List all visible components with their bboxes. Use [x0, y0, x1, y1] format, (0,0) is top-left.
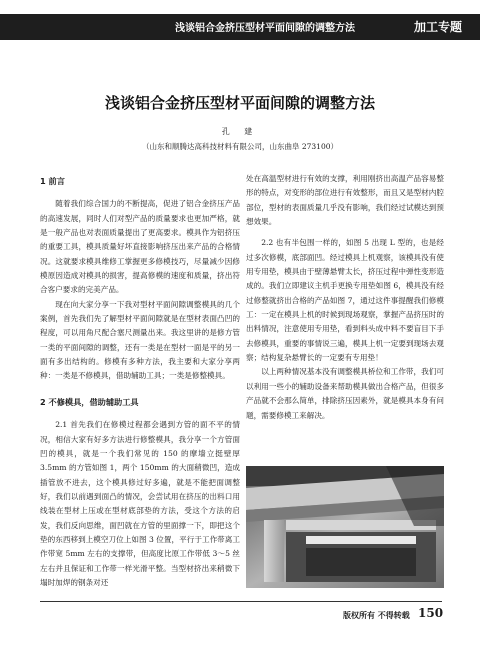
- author: 孔 建: [221, 127, 259, 136]
- affiliation: （山东和顺腾达高科技材料有限公司，山东曲阜 273100）: [141, 142, 338, 151]
- running-header: [0, 14, 480, 40]
- heading-introduction: 1 前言: [40, 176, 65, 186]
- die-photo: [246, 466, 444, 588]
- heading-auxiliary-tools: 2 不修模具，借助辅助工具: [40, 396, 139, 407]
- paragraph: 2.1 首先我们在修模过程都会遇到方管的面不平的情况，相信大家有好多方法进行修整模具，我分享一个方管面凹的模具，就是一个我们常见的 150 的摩墙立挺壁厚 3.5mm 的方管如图 1，两个 150mm 的大面稍微凹，造成插管放不进去，这个模具修过好多遍，就是不能把面调整好，我们以前遇到面凸的情况，会尝试用在挤压的出料口用线装在型材上压或在型材底部垫的方法，受这个方法的启发，我们反向思维，面凹就在方管的里面撑一下，即把这个垫的东西移到上模空刀位上如图 3 位置，平行于工作带离工作带宽 5mm 左右的支撑带，但高度比原工作带低 3～5 丝左右并且保证和工作带一样光滑平整。当型材挤出来稍微下塌时加焊的钢条对还: [40, 420, 240, 587]
- paragraph: 现在向大家分享一下我对型材平面间隙调整模具的几个案例，首先我们先了解型材平面间隙就是在型材表面凸凹的程度，可以用角尺配合塞尺测量出来。我这里讲的是修方管一类的平面间隙的调整，还有一类是在型材一面是平的另一面有多出结构的。修模有多种方法，我主要和大家分享两种：一类是不修模具，借助辅助工具；一类是修整模具。: [40, 299, 240, 381]
- die-photo-image: [246, 466, 444, 588]
- paragraph: 以上两种情况基本没有调整模具桥位和工作带，我们可以利用一些小的辅助设备来帮助模具做出合格产品，但很多产品就不会那么简单，排除挤压因素外，就是模具本身有问题，需要修模工来解决。: [246, 367, 444, 420]
- paragraph: 随着我们综合国力的不断提高，促进了铝合金挤压产品的高速发展，同时人们对型产品的质量要求也更加严格，就是一般产品也对表面质量提出了更高要求。模具作为铝挤压的重要工具，模具质量好坏直接影响挤压出来产品的合格情况。这就要求模具维修工掌握更多修模技巧，尽量减少因修模原因造成对模具的损害，提高修模的速度和质量，挤出符合客户要求的完美产品。: [40, 199, 240, 295]
- right-column: [246, 172, 444, 423]
- footer-rule: [40, 601, 442, 602]
- copyright-note: 版权所有 不得转载: [343, 610, 410, 620]
- paragraph: 2.2 也有半包围一样的，如图 5 出现 L 型的，也是经过多次修模，底部面凹。经过模具上机观察，该模具没有使用专用垫，模具由于壁薄悬臂太长，挤压过程中弹性变形造成的。我们立即建议主机手更换专用垫如图 6，模具没有经过修整就挤出合格的产品如图 7，通过这件事提醒我们修模工：一定在模具上机的时候到现场观察，掌握产品挤压时的出料情况，注意使用专用垫，看到料头成中料不要盲目下手去修模具，重要的事情说三遍，模具上机一定要到现场去观察；结构复杂悬臂长的一定要有专用垫！: [246, 238, 444, 363]
- left-column: [40, 172, 240, 590]
- paragraph: 处在高温型材进行有效的支撑，利用刚挤出高温产品容易整形的特点，对变形的部位进行有效整形，而且又是型材内腔部位，型材的表面质量几乎没有影响，我们经过试模达到预想效果。: [246, 174, 444, 227]
- section-label: 加工专题: [413, 20, 462, 34]
- running-title: 浅谈铝合金挤压型材平面间隙的调整方法: [175, 23, 355, 34]
- article-title: 浅谈铝合金挤压型材平面间隙的调整方法: [104, 94, 375, 112]
- page-number: 150: [418, 606, 444, 620]
